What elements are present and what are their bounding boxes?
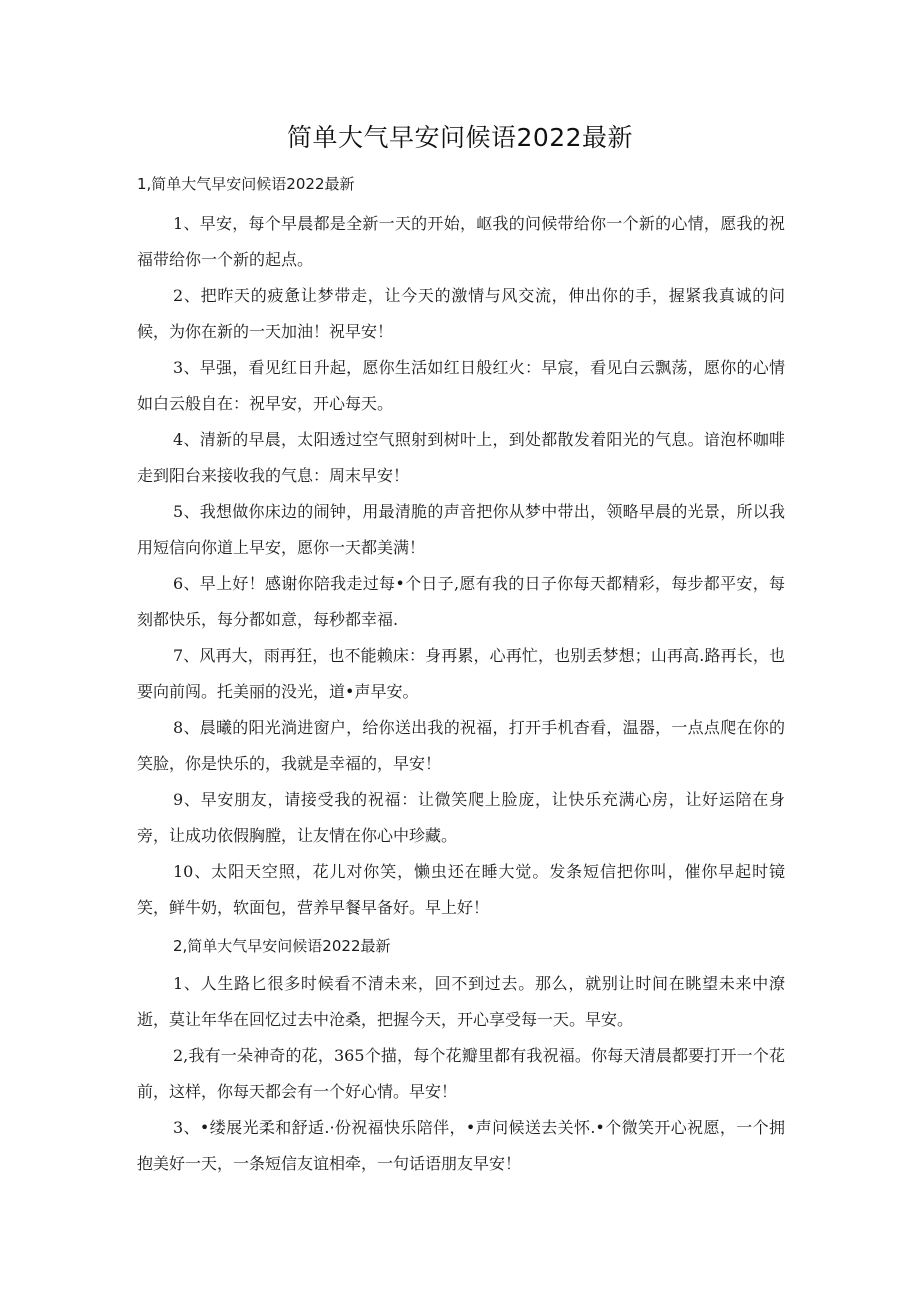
paragraph: 3、•缕展光柔和舒适.·份祝福快乐陪伴，•声问候送去关怀.•个微笑开心祝愿，一个拥抱美好一天，一条短信友谊相牵，一句话语朋友早安！ xyxy=(137,1118,785,1173)
document-body xyxy=(137,170,785,1182)
section-heading-1: 1,简单大气早安问候语2022最新 xyxy=(137,175,355,193)
section-heading-2: 2,简单大气早安问候语2022最新 xyxy=(173,937,391,955)
paragraph: 6、早上好！感谢你陪我走过每•个日子,愿有我的日子你每天都精彩，每步都平安，每刻都快乐，每分都如意，每秒都幸福. xyxy=(137,574,785,629)
paragraph: 2,我有一朵神奇的花，365个描，每个花瓣里都有我祝福。你每天清晨都要打开一个花前，这样，你每天都会有一个好心情。早安！ xyxy=(137,1046,785,1101)
paragraph: 1、早安，每个早晨都是全新一天的开始，岖我的问候带给你一个新的心情，愿我的祝福带给你一个新的起点。 xyxy=(137,214,785,269)
paragraph: 7、风再大，雨再狂，也不能赖床：身再累，心再忙，也别丢梦想；山再高.路再长，也要向前闯。托美丽的没光，道•声早安。 xyxy=(137,646,785,701)
paragraph: 2、把昨天的疲惫让梦带走，让今天的激情与风交流，伸出你的手，握紧我真诚的问候，为你在新的一天加油！祝早安！ xyxy=(137,286,785,341)
paragraph: 1、人生路匕很多时候看不清未来，回不到过去。那么，就别让时间在眺望未来中潦逝，莫让年华在回忆过去中沧桑，把握今天，开心享受每一天。早安。 xyxy=(137,974,785,1029)
paragraph: 5、我想做你床边的闹钟，用最清脆的声音把你从梦中带出，领略早晨的光景，所以我用短信向你道上早安，愿你一天都美满！ xyxy=(137,502,785,557)
page-title: 简单大气早安问候语2022最新 xyxy=(286,123,634,152)
paragraph: 8、晨曦的阳光淌进窗户，给你送出我的祝福，打开手机杳看，温器，一点点爬在你的笑脸，你是快乐的，我就是幸福的，早安！ xyxy=(137,718,785,773)
paragraph: 3、早强，看见红日升起，愿你生活如红日般红火：早宸，看见白云飘荡，愿你的心情如白云般自在：祝早安，开心每天。 xyxy=(137,358,785,413)
paragraph: 4、清新的早晨，太阳透过空气照射到树叶上，到处都散发着阳光的气息。谙泡杯咖啡走到阳台来接收我的气息：周末早安！ xyxy=(137,430,785,485)
paragraph: 9、早安朋友，请接受我的祝福：让微笑爬上脸庞，让快乐充满心房，让好运陪在身旁，让成功依假胸膛，让友情在你心中珍藏。 xyxy=(137,790,785,845)
paragraph: 10、太阳天空照，花儿对你笑，懒虫还在睡大觉。发条短信把你叫，催你早起时镜笑，鲜牛奶，软面包，营养早餐早备好。早上好！ xyxy=(137,862,785,917)
